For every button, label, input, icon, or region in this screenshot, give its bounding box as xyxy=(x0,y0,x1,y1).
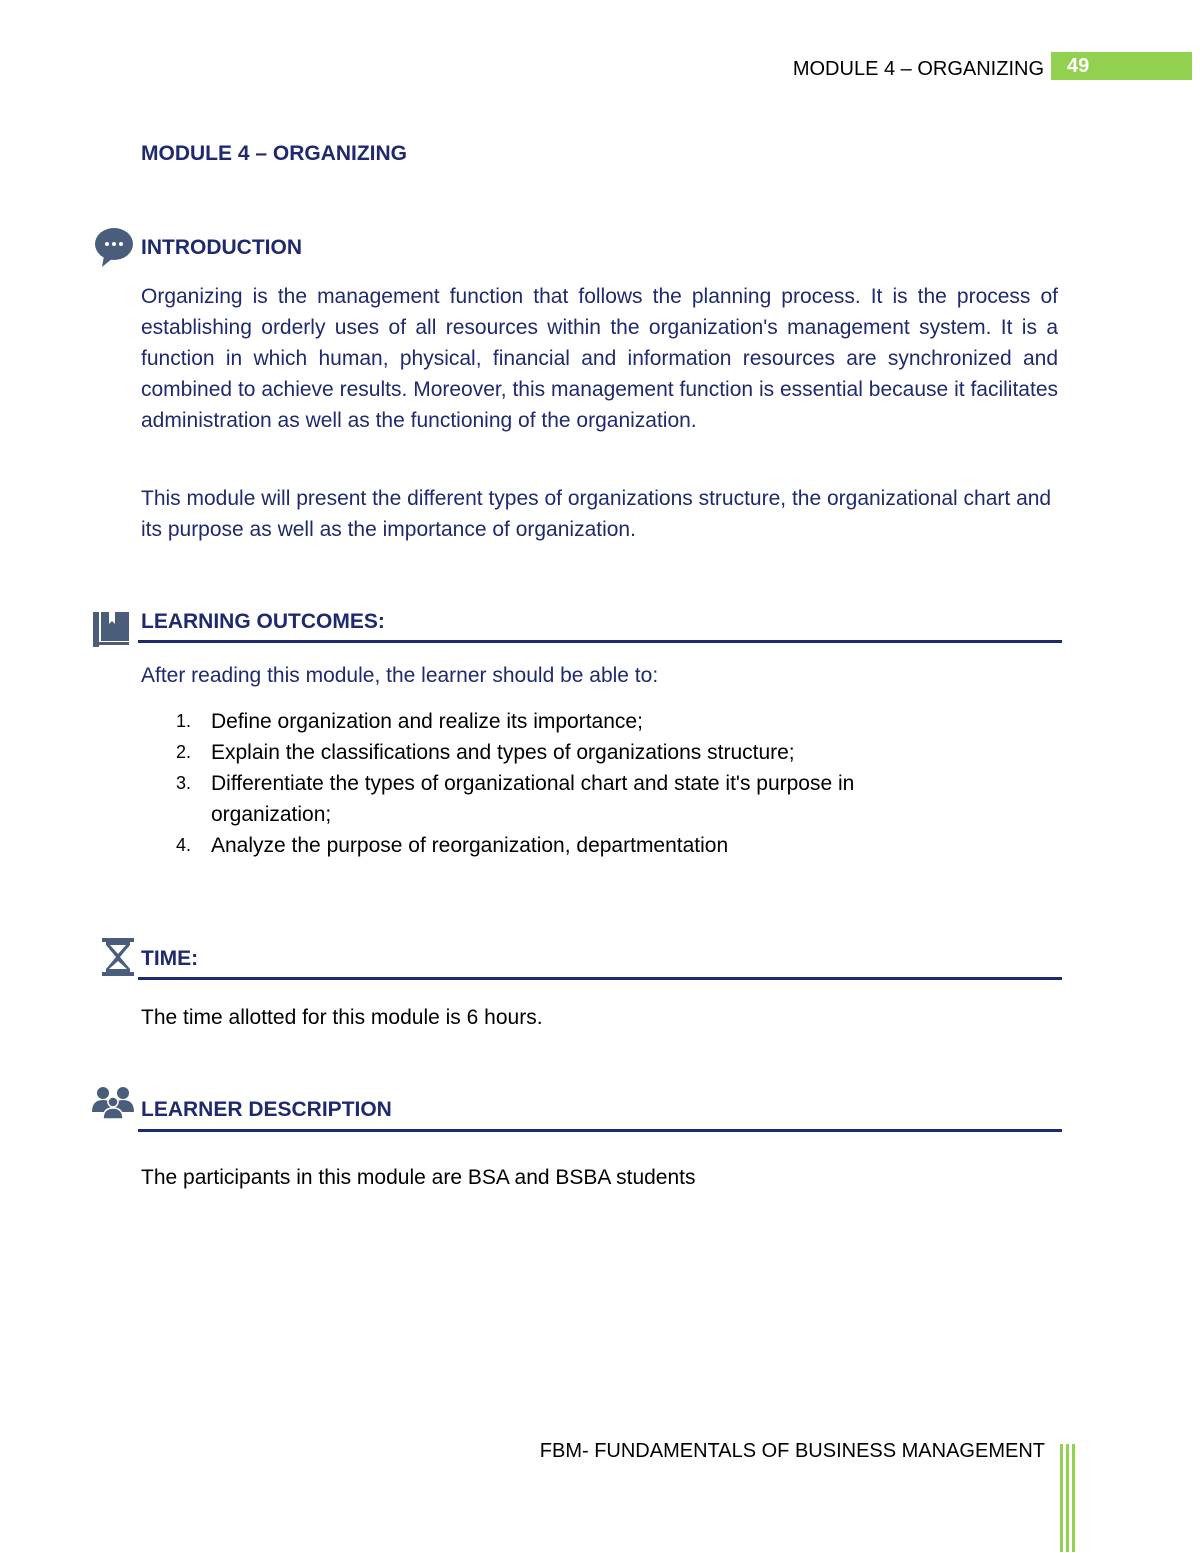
page-number: 49 xyxy=(1051,52,1192,80)
learning-outcomes-lead: After reading this module, the learner should be able to: xyxy=(141,664,659,687)
learning-outcomes-list xyxy=(141,706,961,861)
hourglass-icon xyxy=(100,937,136,977)
learner-description-heading: LEARNER DESCRIPTION xyxy=(141,1098,392,1121)
list-item-number: 3. xyxy=(176,773,192,793)
learner-description-rule xyxy=(138,1129,1062,1132)
time-rule xyxy=(138,977,1062,980)
list-item xyxy=(141,768,961,830)
list-item xyxy=(141,737,961,768)
list-item xyxy=(141,706,961,737)
running-footer: FBM- FUNDAMENTALS OF BUSINESS MANAGEMENT xyxy=(539,1440,1045,1462)
speech-bubble-icon xyxy=(94,226,134,268)
introduction-paragraph-1: Organizing is the management function that follows the planning process. It is the process of establishing orderly uses of all resources within the organization's management system. It is a function in which human, physical, financial and information resources are synchronized and combined to achieve results. Moreover, this management function is essential because it facilitates administration as well as the functioning of the organization. xyxy=(141,285,1058,432)
learning-outcomes-rule xyxy=(138,640,1062,643)
list-item xyxy=(141,830,961,861)
list-item-text: Differentiate the types of organizational chart and state it's purpose in organization; xyxy=(211,772,855,826)
learner-description-text: The participants in this module are BSA and BSBA students xyxy=(141,1166,696,1189)
list-item-number: 1. xyxy=(176,711,192,731)
list-item-number: 4. xyxy=(176,835,192,855)
learning-outcomes-heading: LEARNING OUTCOMES: xyxy=(141,610,385,633)
footer-bar xyxy=(1072,1444,1075,1552)
list-item-number: 2. xyxy=(176,742,192,762)
footer-bar xyxy=(1060,1444,1063,1552)
list-item-text: Analyze the purpose of reorganization, departmentation xyxy=(211,834,729,857)
list-item-text: Define organization and realize its importance; xyxy=(211,710,643,733)
time-heading: TIME: xyxy=(141,947,199,970)
introduction-paragraph-2: This module will present the different types of organizations structure, the organizational chart and its purpose as well as the importance of organization. xyxy=(141,487,1052,541)
footer-decorative-bars xyxy=(1060,1444,1076,1552)
list-item-text: Explain the classifications and types of organizations structure; xyxy=(211,741,795,764)
time-text: The time allotted for this module is 6 hours. xyxy=(141,1006,543,1029)
book-icon xyxy=(91,609,131,649)
running-header: MODULE 4 – ORGANIZING xyxy=(792,58,1044,80)
introduction-heading: INTRODUCTION xyxy=(141,236,302,259)
footer-bar xyxy=(1066,1444,1069,1552)
people-icon xyxy=(90,1086,136,1120)
module-title: MODULE 4 – ORGANIZING xyxy=(141,142,408,165)
